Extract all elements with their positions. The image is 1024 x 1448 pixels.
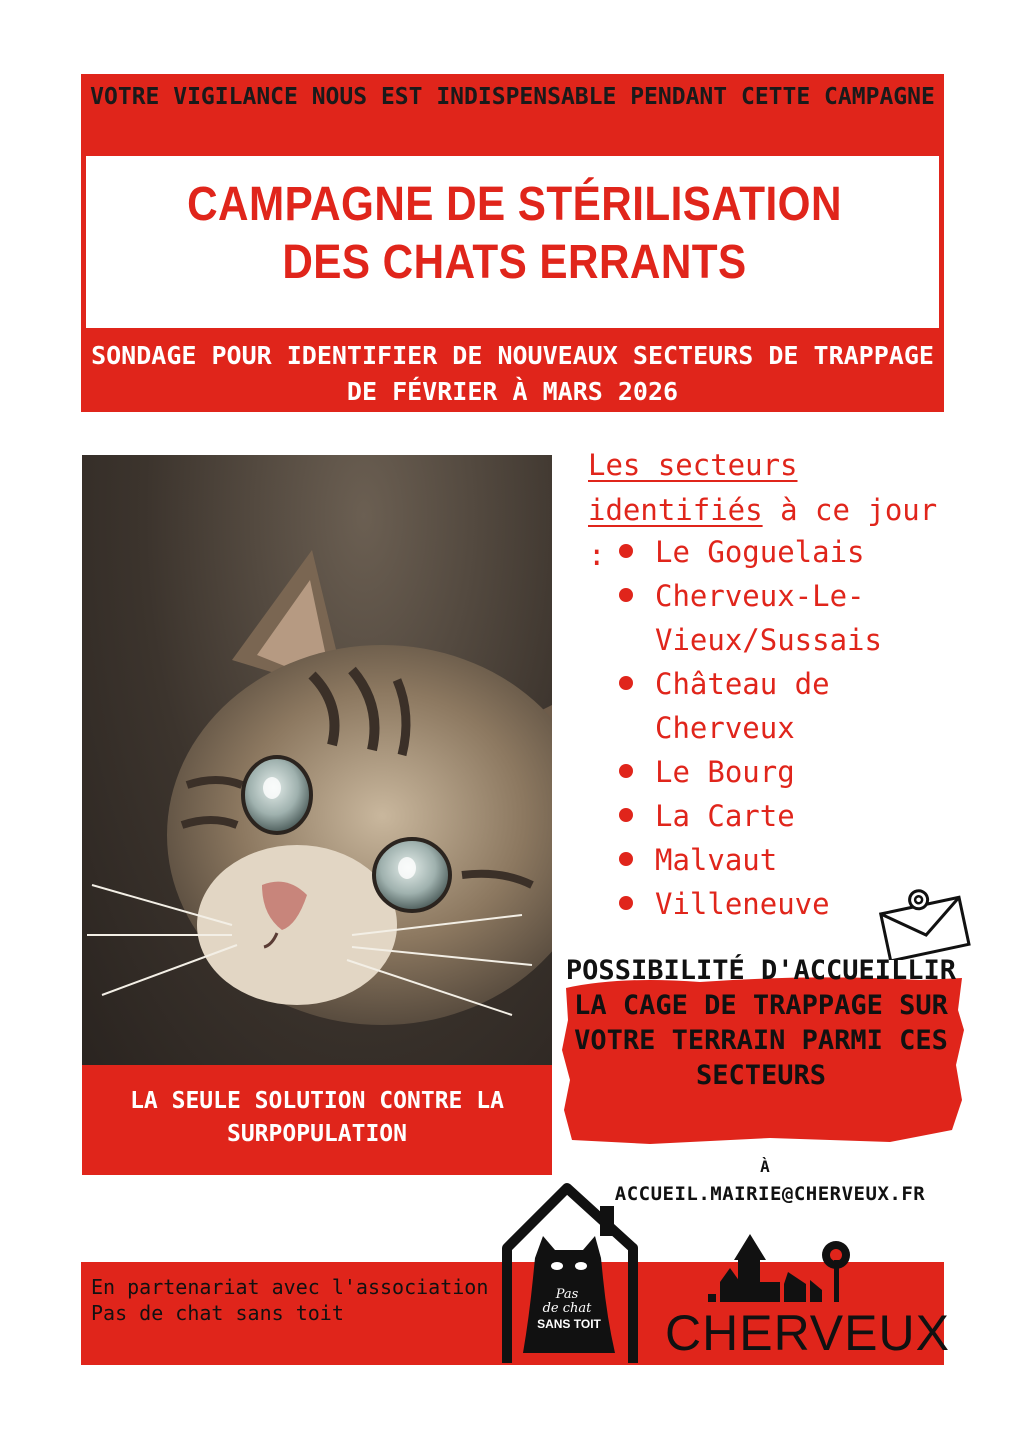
page-title: CAMPAGNE DE STÉRILISATION DES CHATS ERRANTS xyxy=(187,178,842,289)
list-item: Malvaut xyxy=(617,838,947,882)
possibility-text: POSSIBILITÉ D'ACCUEILLIR LA CAGE DE TRAPPAGE SUR VOTRE TERRAIN PARMI CES SECTEURS xyxy=(565,955,957,1091)
list-item: Le Goguelais xyxy=(617,530,947,574)
a-label: À xyxy=(760,1157,770,1176)
solution-text: LA SEULE SOLUTION CONTRE LA SURPOPULATION xyxy=(130,1088,504,1147)
cat-illustration xyxy=(82,455,552,1065)
title-box xyxy=(84,154,941,330)
envelope-icon xyxy=(878,885,973,960)
cat-photo xyxy=(82,455,552,1065)
partner-text: En partenariat avec l'association Pas de chat sans toit xyxy=(91,1275,489,1325)
list-item: Villeneuve xyxy=(617,882,947,926)
pas-de-chat-logo xyxy=(495,1178,645,1370)
list-item: Le Bourg xyxy=(617,750,947,794)
solution-banner xyxy=(82,1065,552,1175)
list-item: Cherveux-Le-Vieux/Sussais xyxy=(617,574,947,662)
sectors-heading-underlined: Les secteurs identifiés xyxy=(588,448,798,527)
vigilance-text: VOTRE VIGILANCE NOUS EST INDISPENSABLE PENDANT CETTE CAMPAGNE xyxy=(90,84,935,110)
sectors-heading-rest: à ce jour : xyxy=(588,493,938,572)
logo-text-1: Pas xyxy=(555,1287,579,1302)
sondage-text: SONDAGE POUR IDENTIFIER DE NOUVEAUX SECTEURS DE TRAPPAGE DE FÉVRIER À MARS 2026 xyxy=(91,341,934,406)
header-band xyxy=(81,74,944,412)
list-item: Château de Cherveux xyxy=(617,662,947,750)
cherveux-wordmark: CHERVEUX xyxy=(665,1305,950,1361)
list-item: La Carte xyxy=(617,794,947,838)
email-link[interactable]: ACCUEIL.MAIRIE@CHERVEUX.FR xyxy=(614,1183,926,1205)
logo-text-3: SANS TOIT xyxy=(537,1317,601,1331)
logo-text-2: de chat xyxy=(542,1301,592,1316)
sectors-list xyxy=(617,530,947,926)
